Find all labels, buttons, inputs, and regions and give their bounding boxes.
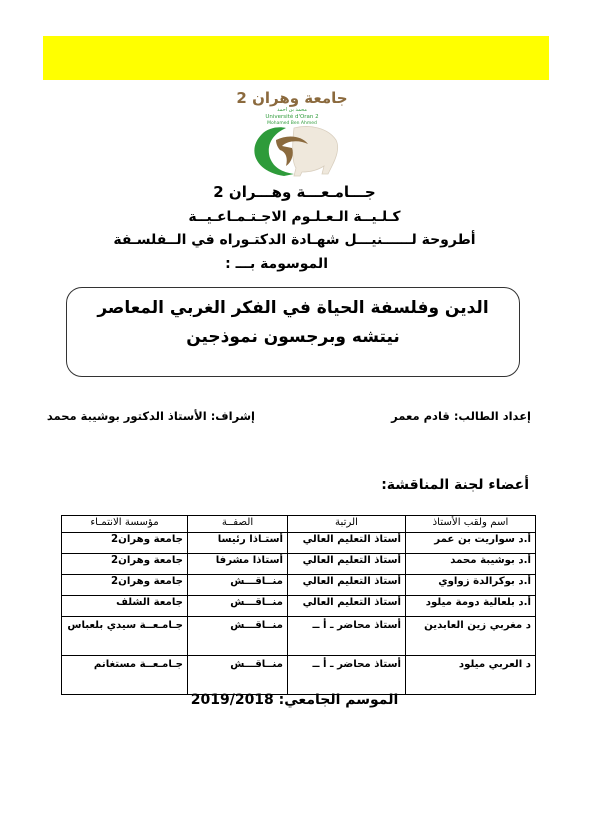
cell-institution: جامعة وهران2 (62, 575, 188, 596)
table-row (62, 617, 536, 656)
academic-year-label: الموسم الجامعي: (278, 692, 399, 708)
university-logo (236, 84, 354, 180)
thesis-title-line2: نيتشه وبرجسون نموذجين (186, 327, 400, 347)
cell-institution: جامعة الشلف (62, 596, 188, 617)
cell-role: منــاقـــش (188, 656, 288, 695)
cell-institution: جامعة وهران2 (62, 554, 188, 575)
cell-rank: أستاذ التعليم العالي (288, 596, 406, 617)
cell-rank: أستاذ التعليم العالي (288, 533, 406, 554)
cell-role: منــاقـــش (188, 617, 288, 656)
faculty-name: كـلـيــة الـعـلـوم الاجـتـمـاعـيــة (188, 209, 401, 225)
academic-year-value: 2019/2018 (190, 692, 274, 708)
table-row (62, 656, 536, 695)
cell-institution: جـامـعــة مستغانم (62, 656, 188, 695)
cell-rank: أستاذ محاضر ـ أ ــ (288, 656, 406, 695)
cell-institution: جامعة وهران2 (62, 533, 188, 554)
cell-role: منــاقـــش (188, 575, 288, 596)
cell-name: أ.د بوشيبة محمد (406, 554, 536, 575)
thesis-title-line1: الدين وفلسفة الحياة في الفكر الغربي المعاصر (97, 298, 489, 318)
cell-role: أستـاذا رئيسا (188, 533, 288, 554)
header-institution: مؤسسة الانتمـاء (62, 516, 188, 533)
student-label: إعداد الطالب: (453, 409, 531, 423)
logo-emblem (236, 84, 354, 180)
highlight-bar (43, 36, 549, 80)
lion-shape (293, 127, 338, 177)
student-info (391, 409, 531, 423)
cell-name: أ.د بلعالية دومة ميلود (406, 596, 536, 617)
table-row (62, 554, 536, 575)
supervisor-label: إشراف: (210, 409, 255, 423)
titled-line: الموسومة بـــ : (225, 256, 328, 272)
table-row (62, 533, 536, 554)
logo-latin-text: Université d'Oran 2 (265, 114, 319, 120)
cell-institution: جـامـعــة سيدي بلعباس (62, 617, 188, 656)
header-role: الصفــة (188, 516, 288, 533)
cell-rank: أستاذ التعليم العالي (288, 554, 406, 575)
table-row (62, 596, 536, 617)
cell-role: منــاقـــش (188, 596, 288, 617)
logo-arabic-text: جامعة وهران 2 (236, 89, 348, 107)
cell-name: د العربي ميلود (406, 656, 536, 695)
cell-name: أ.د سواريت بن عمر (406, 533, 536, 554)
cell-rank: أستاذ التعليم العالي (288, 575, 406, 596)
supervisor-info (47, 409, 255, 423)
header-rank: الرتبة (288, 516, 406, 533)
cell-name: أ.د بوكرالدة زواوي (406, 575, 536, 596)
university-name: جـــامـعـــة وهـــران 2 (213, 183, 376, 201)
cell-name: د مغربي زين العابدين (406, 617, 536, 656)
academic-year (0, 692, 589, 708)
cell-rank: أستاذ محاضر ـ أ ــ (288, 617, 406, 656)
logo-latin-subtext: Mohamed Ben Ahmed (267, 121, 317, 126)
header-professor-name: اسم ولقب الأستاذ (406, 516, 536, 533)
table-header-row (62, 516, 536, 533)
committee-heading: أعضاء لجنة المناقشة: (381, 477, 529, 493)
committee-table (61, 515, 536, 695)
cell-role: أستاذا مشرفا (188, 554, 288, 575)
thesis-degree-line: أطروحة لــــــنيـــل شهـادة الدكتـوراه في الــفلسـفة (113, 232, 476, 248)
supervisor-name: الأستاذ الدكتور بوشيبة محمد (46, 409, 207, 423)
logo-arabic-subtext: محمد بن احمد (277, 107, 307, 113)
student-name: قادم معمر (391, 409, 450, 423)
table-row (62, 575, 536, 596)
